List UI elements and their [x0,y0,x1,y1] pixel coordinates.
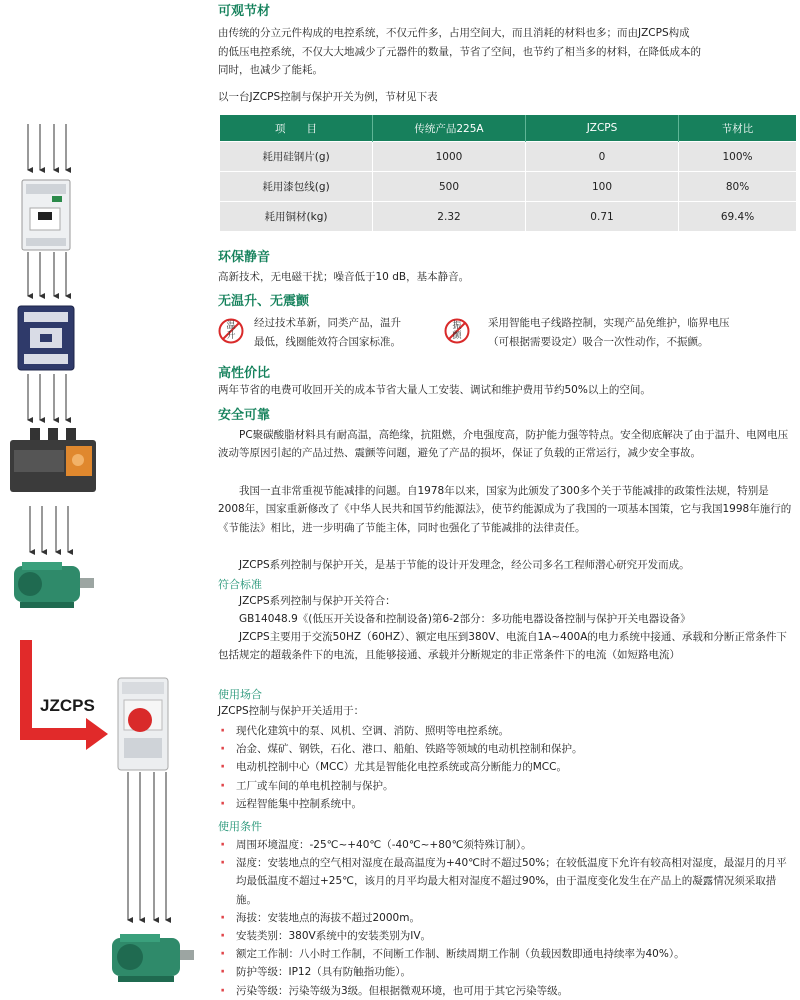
list-item: · 湿度：安装地点的空气相对湿度在最高温度为+40℃时不超过50%；在较低温度下允许有较高相对湿度，最湿月的月平均最低温度不超过+25℃，该月的月平均最大相对湿度不超过90%，由于温度变化发生在产品上的凝露情况须采取措施。 [218,854,796,909]
cost-text: 两年节省的电费可收回开关的成本节省大量人工安装、调试和维护费用节约50%以上的空间。 [218,384,651,396]
no-vibration-text [488,314,794,351]
heading-conditions: 使用条件 [218,820,262,833]
product-comparison-illustration [0,0,212,998]
table-cell: 耗用漆包线(g) [220,172,373,202]
list-item: · 冶金、煤矿、钢铁，石化、港口、船舶、铁路等领域的电动机控制和保护。 [218,740,796,758]
standard-line-2: GB14048.9《(低压开关设备和控制设备)第6-2部分：多功能电器设备控制与保护开关电器设备》 [239,613,691,625]
table-row [220,202,796,232]
table-cell: 100 [526,172,679,202]
standard-paragraph: JZCPS主要用于交流50HZ（60HZ）、额定电压到380V、电流自1A~400A的电力系统中接通、承载和分断正常条件下包括规定的超载条件下的电流，且能够接通、承载并分断规定的非正常条件下的电流（如短路电流） [218,631,787,662]
jzcps-unit-icon [118,678,168,770]
text-line: 采用智能电子线路控制，实现产品免维护，临界电压 [488,317,730,329]
table-cell: 500 [373,172,526,202]
table-cell: 69.4% [679,202,797,232]
usage-intro: JZCPS控制与保护开关适用于： [218,705,365,717]
table-cell: 2.32 [373,202,526,232]
table-row [220,142,796,172]
safety-paragraph-1: PC聚碳酸脂材料具有耐高温，高绝缘，抗阻燃，介电强度高，防护能力强等特点。安全彻底解决了由于温升、电网电压波动等原因引起的产品过热、震颤等问题，避免了产品的损坏，保证了负载的正常运行，减少安全事故。 [218,429,789,460]
table-cell: 0 [526,142,679,172]
intro-line: 同时，也减少了能耗。 [218,64,323,76]
table-cell: 耗用硅钢片(g) [220,142,373,172]
header-jzcps: JZCPS [526,115,679,142]
eco-text: 高新技术，无电磁干扰；噪音低于10 dB，基本静音。 [218,271,470,283]
heading-safety: 安全可靠 [218,408,271,423]
arrow-group-3 [28,374,66,420]
circuit-breaker-icon [22,180,70,250]
motor-icon-2 [112,934,194,982]
table-cell: 1000 [373,142,526,172]
conditions-list [218,836,796,1000]
list-item: · 污染等级：污染等级为3级。但根据微观环境，也可用于其它污染等级。 [218,982,796,1000]
heading-no-thermal-rise: 无温升、无震颤 [218,294,310,309]
heading-standard: 符合标准 [218,578,262,591]
no-thermal-text [254,314,464,351]
motor-icon [14,562,94,608]
standard-line-1: JZCPS系列控制与保护开关符合： [239,595,396,607]
usage-list [218,722,796,813]
icon-char: 振 [452,321,462,331]
text-line: （可根据需要设定）吸合一次性动作，不振颤。 [488,335,709,348]
list-item: · 海拔：安装地点的海拔不超过2000m。 [218,909,796,927]
icon-char: 颤 [452,331,462,341]
arrow-group-4 [30,506,68,552]
heading-usage: 使用场合 [218,688,262,701]
list-item: · 现代化建筑中的泵、风机、空调、消防、照明等电控系统。 [218,722,796,740]
intro-paragraph [218,24,794,80]
thermal-relay-icon [10,428,96,492]
list-item: · 周围环境温度：-25℃~+40℃（-40℃~+80℃须特殊订制）。 [218,836,796,854]
list-item: · 防护等级：IP12（具有防触指功能）。 [218,963,796,981]
table-caption: 以一台JZCPS控制与保护开关为例，节材见下表 [218,91,438,103]
list-item: · 电动机控制中心（MCC）尤其是智能化电控系统或高分断能力的MCC。 [218,758,796,776]
header-traditional: 传统产品225A [373,115,526,142]
jzcps-label: JZCPS [40,696,95,715]
heading-cost-performance: 高性价比 [218,366,271,381]
icon-char: 升 [226,331,236,341]
heading-material-saving: 可观节材 [218,4,271,19]
table-cell: 耗用铜材(kg) [220,202,373,232]
header-saving-ratio: 节材比 [679,115,797,142]
header-item: 项 目 [220,115,373,142]
contactor-icon [18,306,74,370]
table-cell: 80% [679,172,797,202]
table-header-row [220,115,796,142]
safety-paragraph-3: JZCPS系列控制与保护开关，是基于节能的设计开发理念，经公司多名工程师潜心研究开发而成。 [239,559,690,571]
intro-line: 由传统的分立元件构成的电控系统，不仅元件多，占用空间大，而且消耗的材料也多；而由JZCPS构成 [218,27,690,39]
heading-eco-quiet: 环保静音 [218,250,271,265]
table-cell: 0.71 [526,202,679,232]
no-vibration-icon [444,318,470,344]
table-cell: 100% [679,142,797,172]
transition-arrow-icon [20,640,108,750]
icon-char: 温 [226,321,236,331]
material-saving-table [220,115,796,231]
list-item: · 远程智能集中控制系统中。 [218,795,796,813]
list-item: · 安装类别：380V系统中的安装类别为IV。 [218,927,796,945]
text-line: 最低，线圈能效符合国家标准。 [254,335,401,348]
intro-line: 的低压电控系统，不仅大大地减少了元器件的数量，节省了空间，也节约了相当多的材料，在降低成本的 [218,45,701,58]
arrow-group-1 [28,124,66,170]
list-item: · 额定工作制：八小时工作制，不间断工作制、断续周期工作制（负载因数即通电持续率为40%）。 [218,945,796,963]
list-item: · 工厂或车间的单电机控制与保护。 [218,777,796,795]
arrow-group-5 [128,772,166,920]
arrow-group-2 [28,252,66,296]
table-row [220,172,796,202]
no-temperature-rise-icon [218,318,244,344]
safety-paragraph-2: 我国一直非常重视节能减排的问题。自1978年以来，国家为此颁发了300多个关于节能减排的政策性法规，特别是2008年，国家重新修改了《中华人民共和国节约能源法》，使节约能源成为了我国的一项基本国策，它与我国1998年施行的《节能法》相比，进一步明确了节能主体，同时也强化了节能减排的法律责任。 [218,485,792,534]
text-line: 经过技术革新，同类产品，温升 [254,317,401,329]
